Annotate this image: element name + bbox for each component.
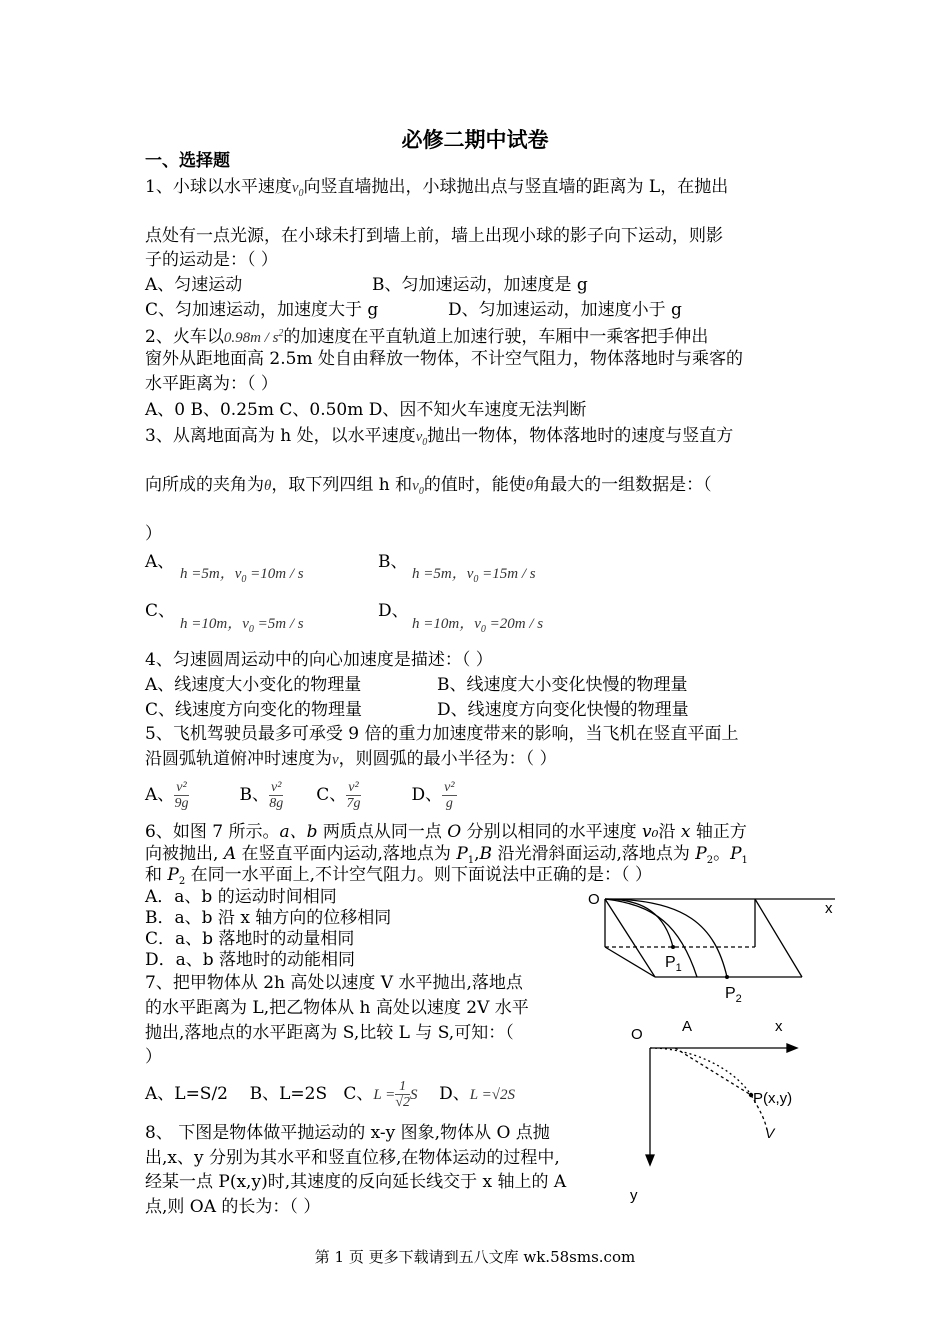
q3-option-c: h =10m，$v_0 =5m / s$ xyxy=(180,616,304,635)
page-title: 必修二期中试卷 xyxy=(401,127,549,152)
q4-option-a: A、线速度大小变化的物理量 xyxy=(145,675,362,695)
q5-line2: 沿圆弧轨道俯冲时速度为v，则圆弧的最小半径为：（ ） xyxy=(145,749,557,769)
q2-line2: 窗外从距地面高 2.5m 处自由释放一物体，不计空气阻力，物体落地时与乘客的 xyxy=(145,349,743,369)
q8-line1: 8、 下图是物体做平抛运动的 x-y 图象,物体从 O 点抛 xyxy=(145,1123,550,1143)
q1-line2: 点处有一点光源，在小球未打到墙上前，墙上出现小球的影子向下运动，则影 xyxy=(145,226,723,246)
v0-symbol: $v_0$ xyxy=(291,180,304,199)
label-o: O xyxy=(631,1026,643,1043)
figure-7-diagram xyxy=(585,885,850,1010)
theta-symbol: θ xyxy=(525,478,534,494)
label-p2: $P_2$ xyxy=(725,985,742,1005)
q5-option-c: C、 $\frac{\text{v²}}{7g}$ xyxy=(316,780,361,811)
q5-option-a: A、 $\frac{\text{v²}}{9g}$ xyxy=(145,780,189,811)
q7-option-b: B、L=2S xyxy=(249,1084,328,1104)
y-axis-arrow xyxy=(646,1155,654,1165)
q1-line1: 1、小球以水平速度$v_0$向竖直墙抛出，小球抛出点与竖直墙的距离为 L，在抛出 xyxy=(145,177,729,199)
section-heading: 一、选择题 xyxy=(145,151,230,171)
label-o: O xyxy=(588,891,600,908)
q3-option-b-label: B、 xyxy=(378,552,408,572)
q3-option-d-label: D、 xyxy=(378,601,409,621)
x-axis-arrow xyxy=(787,1044,797,1052)
q1-option-d: D、匀加速运动，加速度小于 g xyxy=(448,300,682,320)
q1-option-b: B、匀加速运动，加速度是 g xyxy=(372,275,588,295)
q3-option-d: h =10m，$v_0 =20m / s$ xyxy=(412,616,544,635)
q7-line1: 7、把甲物体从 2h 高处以速度 V 水平抛出,落地点 xyxy=(145,973,523,993)
q4-option-b: B、线速度大小变化快慢的物理量 xyxy=(437,675,688,695)
point-p2 xyxy=(725,975,729,979)
q7-option-c: C、L = $\frac{1}{√2}$ S xyxy=(343,1079,418,1110)
q2-line3: 水平距离为：（ ） xyxy=(145,374,278,394)
q8-line3: 经某一点 P(x,y)时,其速度的反向延长线交于 x 轴上的 A xyxy=(145,1172,567,1192)
theta-symbol: θ xyxy=(264,478,272,494)
q5-options xyxy=(145,773,457,817)
q7-line3: 抛出,落地点的水平距离为 S,比较 L 与 S,可知：（ xyxy=(145,1023,514,1043)
v0-symbol: $v_0$ xyxy=(412,478,424,497)
q3-option-c-label: C、 xyxy=(145,601,176,621)
q8-line4: 点,则 OA 的长为：（ ） xyxy=(145,1197,321,1217)
point-p1 xyxy=(671,945,675,949)
q3-line2: 向所成的夹角为θ，取下列四组 h 和$v_0$的值时，能使θ角最大的一组数据是：（ xyxy=(145,475,712,497)
q4-option-c: C、线速度方向变化的物理量 xyxy=(145,700,363,720)
q3-line1: 3、从离地面高为 h 处，以水平速度$v_0$抛出一物体，物体落地时的速度与竖直方 xyxy=(145,426,734,448)
q3-option-b: h =5m，$v_0 =15m / s$ xyxy=(412,566,536,585)
q2-options: A、0 B、0.25m C、0.50m D、因不知火车速度无法判断 xyxy=(145,400,587,420)
q1-line3: 子的运动是：（ ） xyxy=(145,250,278,270)
q4-line1: 4、匀速圆周运动中的向心加速度是描述：（ ） xyxy=(145,650,493,670)
q6-option-c: C．a、b 落地时的动量相同 xyxy=(145,929,355,949)
label-v: V xyxy=(765,1125,775,1141)
label-x: x xyxy=(775,1018,783,1035)
q7-option-d: D、L =√2S xyxy=(439,1084,515,1104)
q7-line4: ） xyxy=(145,1047,162,1067)
q6-line2: 向被抛出, A 在竖直平面内运动,落地点为 $P_1,B$ 沿光滑斜面运动,落地点为 $P_2$。$P_1$ xyxy=(145,844,748,866)
label-a: A xyxy=(682,1018,693,1035)
q4-option-d: D、线速度方向变化快慢的物理量 xyxy=(437,700,689,720)
q6-option-b: B．a、b 沿 x 轴方向的位移相同 xyxy=(145,908,392,928)
label-p1: $P_1$ xyxy=(665,954,682,974)
q6-line3: 和 $P_2$ 在同一水平面上,不计空气阻力。则下面说法中正确的是：（ ） xyxy=(145,865,652,887)
q6-option-a: A．a、b 的运动时间相同 xyxy=(145,887,337,907)
v0-symbol: $v_0$ xyxy=(415,429,428,448)
slope-right-edge xyxy=(755,899,802,977)
q1-option-c: C、匀加速运动，加速度大于 g xyxy=(145,300,379,320)
figure-base-left xyxy=(605,947,655,977)
velocity-extension xyxy=(675,1048,751,1095)
label-p: P(x,y) xyxy=(753,1090,793,1107)
q3-option-a: h =5m，$v_0 =10m / s$ xyxy=(180,566,304,585)
q8-line2: 出,x、y 分别为其水平和竖直位移,在物体运动的过程中, xyxy=(145,1148,560,1168)
q5-option-d: D、 $\frac{\text{v²}}{g}$ xyxy=(411,780,455,811)
label-y: y xyxy=(630,1187,638,1204)
q3-option-a-label: A、 xyxy=(145,552,175,572)
q3-line3: ） xyxy=(145,524,162,544)
q5-option-b: B、 $\frac{\text{v²}}{8g}$ xyxy=(239,780,284,811)
q6-line1: 6、如图 7 所示。a、b 两质点从同一点 O 分别以相同的水平速度 v₀沿 x 轴正方 xyxy=(145,822,747,842)
q6-option-d: D．a、b 落地时的动能相同 xyxy=(145,950,356,970)
q7-line2: 的水平距离为 L,把乙物体从 h 高处以速度 2V 水平 xyxy=(145,998,529,1018)
label-x: x xyxy=(825,900,833,917)
q2-line1: 2、火车以$0.98m / s^2$的加速度在平直轨道上加速行驶，车厢中一乘客把手伸出 xyxy=(145,327,709,347)
figure-8-diagram xyxy=(615,1015,815,1210)
page-footer: 第 1 页 更多下载请到五八文库 wk.58sms.com xyxy=(314,1248,636,1266)
q7-options xyxy=(145,1072,515,1117)
q1-option-a: A、匀速运动 xyxy=(145,275,243,295)
q7-option-a: A、L=S/2 xyxy=(145,1084,228,1104)
trajectory-curve xyxy=(650,1048,751,1095)
acceleration-value: $0.98m / s^2$ xyxy=(223,328,284,346)
q5-line1: 5、飞机驾驶员最多可承受 9 倍的重力加速度带来的影响，当飞机在竖直平面上 xyxy=(145,724,739,744)
